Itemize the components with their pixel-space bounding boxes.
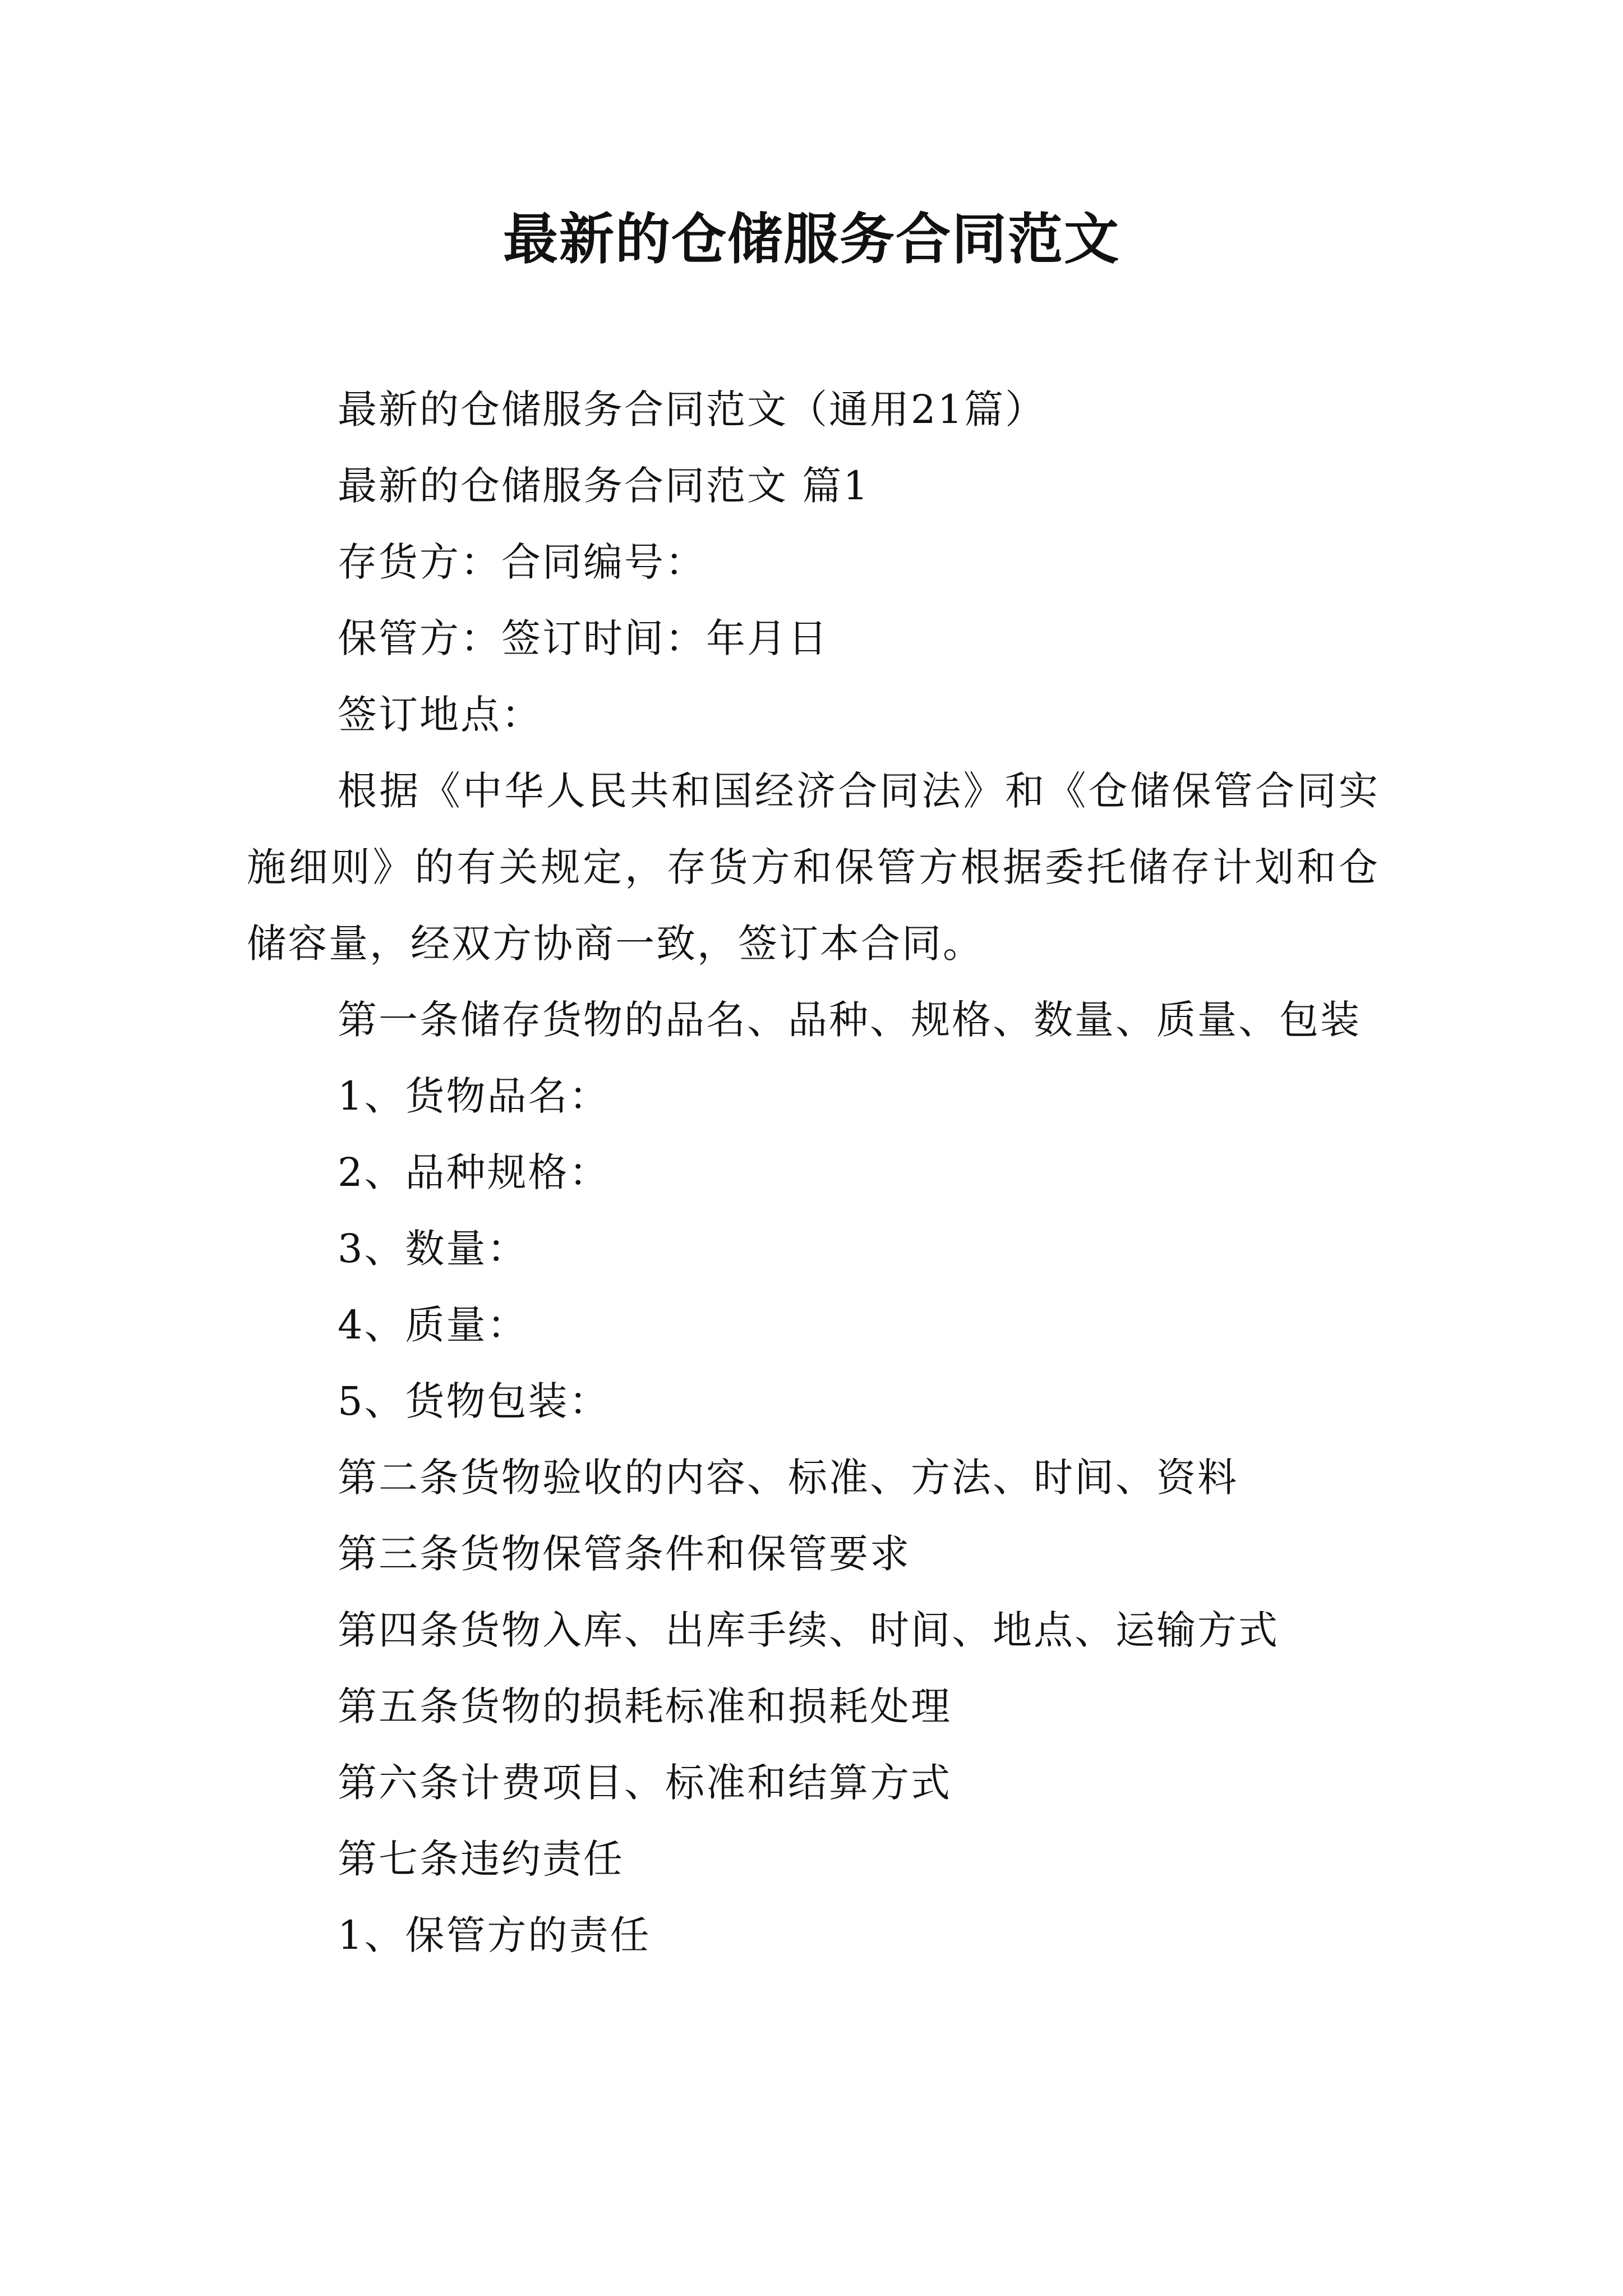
document-title: 最新的仓储服务合同范文 [502, 207, 1120, 272]
document-body [247, 371, 1380, 1973]
paragraph-article-1: 第一条储存货物的品名、品种、规格、数量、质量、包装 [338, 997, 1361, 1043]
paragraph-article-7: 第七条违约责任 [338, 1836, 624, 1882]
paragraph-article-3: 第三条货物保管条件和保管要求 [338, 1531, 911, 1577]
paragraph-item-4: 4、质量： [338, 1302, 528, 1348]
paragraph-item-1: 1、货物品名： [338, 1073, 610, 1119]
paragraph-article-5: 第五条货物的损耗标准和损耗处理 [338, 1683, 952, 1729]
paragraph-article-4: 第四条货物入库、出库手续、时间、地点、运输方式 [338, 1607, 1279, 1653]
paragraph-section-heading: 最新的仓储服务合同范文 篇1 [338, 463, 870, 509]
paragraph-custodian: 保管方：签订时间：年月日 [338, 615, 829, 661]
paragraph-signing-place: 签订地点： [338, 692, 542, 738]
paragraph-item-5: 5、货物包装： [338, 1378, 610, 1424]
paragraph-preamble: 根据《中华人民共和国经济合同法》和《仓储保管合同实施细则》的有关规定，存货方和保管方根据委托储存计划和仓储容量，经双方协商一致，签订本合同。 [247, 768, 1380, 967]
paragraph-article-2: 第二条货物验收的内容、标准、方法、时间、资料 [338, 1455, 1238, 1501]
paragraph-depositor: 存货方：合同编号： [338, 539, 706, 585]
paragraph-article-6: 第六条计费项目、标准和结算方式 [338, 1760, 952, 1806]
paragraph-item-3: 3、数量： [338, 1226, 528, 1272]
paragraph-subtitle: 最新的仓储服务合同范文（通用21篇） [338, 386, 1046, 432]
paragraph-item-2: 2、品种规格： [338, 1149, 610, 1195]
paragraph-custodian-liability: 1、保管方的责任 [338, 1912, 651, 1958]
